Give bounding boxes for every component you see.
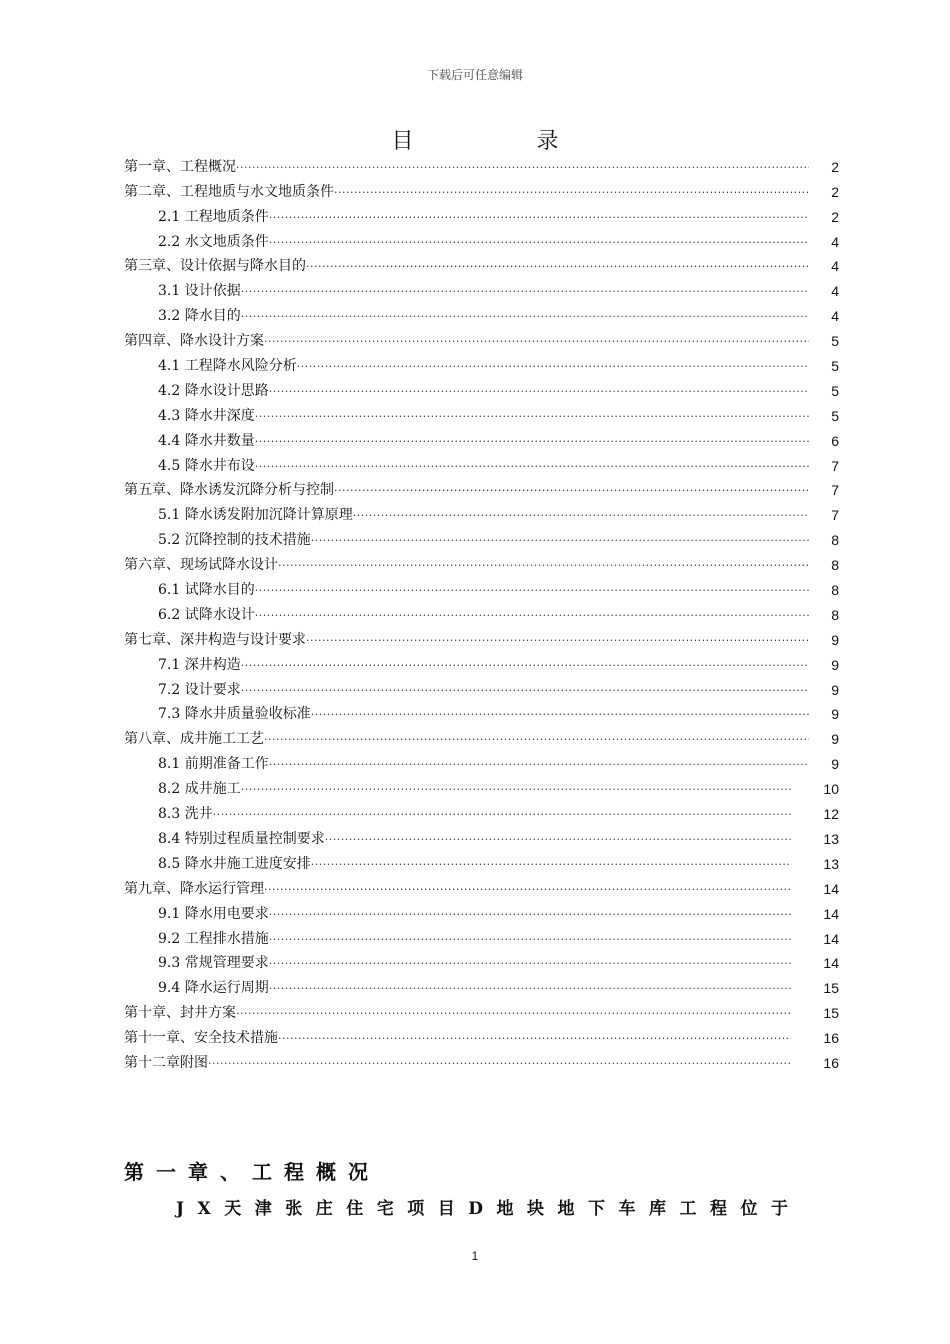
toc-entry-page: 7 bbox=[831, 457, 839, 474]
toc-entry-title: 6.1 试降水目的 bbox=[158, 582, 255, 599]
toc-entry-page: 9 bbox=[831, 656, 839, 673]
toc-entry-page: 8 bbox=[831, 582, 839, 599]
toc-entry-page: 13 bbox=[823, 830, 839, 847]
toc-entry-title: 第九章、降水运行管理 bbox=[124, 880, 264, 897]
toc-entry[interactable] bbox=[124, 498, 839, 523]
toc-entry-page: 9 bbox=[831, 631, 839, 648]
toc-entry-page: 4 bbox=[831, 283, 839, 300]
toc-entry[interactable] bbox=[124, 996, 839, 1021]
toc-entry-title: 8.3 洗井 bbox=[158, 806, 213, 823]
toc-entry[interactable] bbox=[124, 424, 839, 449]
toc-entry-title: 9.3 常规管理要求 bbox=[158, 955, 269, 972]
toc-leader-dots bbox=[269, 754, 809, 770]
toc-entry-page: 12 bbox=[823, 806, 839, 823]
toc-leader-dots bbox=[255, 605, 809, 621]
toc-leader-dots bbox=[264, 729, 809, 745]
toc-leader-dots bbox=[353, 505, 809, 521]
toc-entry-page: 6 bbox=[831, 432, 839, 449]
toc-entry[interactable] bbox=[124, 573, 839, 598]
toc-entry[interactable] bbox=[124, 449, 839, 474]
toc-leader-dots bbox=[278, 1028, 791, 1044]
toc-entry-page: 7 bbox=[831, 507, 839, 524]
toc-entry[interactable] bbox=[124, 623, 839, 648]
toc-leader-dots bbox=[264, 331, 809, 347]
toc-entry-title: 第七章、深井构造与设计要求 bbox=[124, 631, 306, 648]
toc-entry-title: 2.2 水文地质条件 bbox=[158, 233, 269, 250]
toc-entry[interactable] bbox=[124, 548, 839, 573]
toc-leader-dots bbox=[297, 356, 809, 372]
toc-entry[interactable] bbox=[124, 175, 839, 200]
toc-entry-title: 第五章、降水诱发沉降分析与控制 bbox=[124, 482, 334, 499]
toc-entry-page: 2 bbox=[831, 183, 839, 200]
toc-entry-page: 5 bbox=[831, 333, 839, 350]
toc-entry[interactable] bbox=[124, 847, 839, 872]
toc-entry-title: 4.2 降水设计思路 bbox=[158, 382, 269, 399]
toc-entry-page: 9 bbox=[831, 756, 839, 773]
toc-entry[interactable] bbox=[124, 150, 839, 175]
toc-entry-page: 5 bbox=[831, 358, 839, 375]
toc-entry[interactable] bbox=[124, 797, 839, 822]
toc-entry-title: 2.1 工程地质条件 bbox=[158, 208, 269, 225]
toc-leader-dots bbox=[306, 630, 809, 646]
toc-leader-dots bbox=[255, 431, 809, 447]
toc-entry-page: 10 bbox=[823, 781, 839, 798]
toc-entry[interactable] bbox=[124, 299, 839, 324]
toc-entry[interactable] bbox=[124, 274, 839, 299]
toc-leader-dots bbox=[255, 406, 809, 422]
toc-entry-page: 5 bbox=[831, 382, 839, 399]
toc-entry-title: 第十一章、安全技术措施 bbox=[124, 1030, 278, 1047]
toc-entry[interactable] bbox=[124, 324, 839, 349]
toc-leader-dots bbox=[269, 207, 809, 223]
toc-leader-dots bbox=[236, 157, 809, 173]
toc-leader-dots bbox=[334, 480, 809, 496]
toc-entry-title: 4.5 降水井布设 bbox=[158, 457, 255, 474]
toc-entry-title: 9.2 工程排水措施 bbox=[158, 930, 269, 947]
toc-entry-title: 9.4 降水运行周期 bbox=[158, 980, 269, 997]
toc-entry[interactable] bbox=[124, 1021, 839, 1046]
toc-entry-title: 8.4 特别过程质量控制要求 bbox=[158, 830, 325, 847]
toc-entry[interactable] bbox=[124, 225, 839, 250]
toc-leader-dots bbox=[311, 854, 791, 870]
toc-title: 目 录 bbox=[391, 129, 617, 154]
toc-entry-title: 第十章、封井方案 bbox=[124, 1005, 236, 1022]
toc-entry-title: 第三章、设计依据与降水目的 bbox=[124, 258, 306, 275]
toc-entry-title: 4.1 工程降水风险分析 bbox=[158, 358, 297, 375]
toc-leader-dots bbox=[334, 182, 809, 198]
toc-leader-dots bbox=[208, 1053, 791, 1069]
toc-leader-dots bbox=[269, 904, 791, 920]
toc-entry[interactable] bbox=[124, 698, 839, 723]
toc-entry-page: 14 bbox=[823, 955, 839, 972]
toc-entry[interactable] bbox=[124, 722, 839, 747]
toc-entry-page: 13 bbox=[823, 855, 839, 872]
toc-leader-dots bbox=[269, 381, 809, 397]
toc-leader-dots bbox=[311, 530, 809, 546]
toc-entry[interactable] bbox=[124, 648, 839, 673]
toc-entry-page: 16 bbox=[823, 1030, 839, 1047]
toc-leader-dots bbox=[278, 555, 809, 571]
toc-leader-dots bbox=[255, 456, 809, 472]
toc-entry-title: 第十二章附图 bbox=[124, 1054, 208, 1071]
toc-leader-dots bbox=[269, 929, 791, 945]
toc-entry[interactable] bbox=[124, 374, 839, 399]
toc-entry-title: 5.2 沉降控制的技术措施 bbox=[158, 532, 311, 549]
toc-entry-page: 15 bbox=[823, 980, 839, 997]
toc-entry-title: 8.2 成井施工 bbox=[158, 781, 241, 798]
toc-entry-title: 8.1 前期准备工作 bbox=[158, 756, 269, 773]
toc-entry-title: 第四章、降水设计方案 bbox=[124, 333, 264, 350]
chapter-heading: 第一章、工程概况 bbox=[124, 1160, 380, 1184]
toc-entry-page: 8 bbox=[831, 606, 839, 623]
toc-entry-page: 15 bbox=[823, 1005, 839, 1022]
toc-entry-title: 8.5 降水井施工进度安排 bbox=[158, 855, 311, 872]
toc-entry-page: 4 bbox=[831, 233, 839, 250]
toc-entry-page: 5 bbox=[831, 407, 839, 424]
toc-entry[interactable] bbox=[124, 598, 839, 623]
toc-entry-title: 3.1 设计依据 bbox=[158, 283, 241, 300]
toc-entry[interactable] bbox=[124, 349, 839, 374]
toc-leader-dots bbox=[241, 306, 809, 322]
toc-leader-dots bbox=[311, 704, 809, 720]
toc-entry-page: 14 bbox=[823, 905, 839, 922]
toc-leader-dots bbox=[241, 779, 791, 795]
toc-entry-page: 2 bbox=[831, 158, 839, 175]
toc-entry[interactable] bbox=[124, 1046, 839, 1071]
toc-entry[interactable] bbox=[124, 822, 839, 847]
toc-entry-page: 8 bbox=[831, 532, 839, 549]
toc-entry-title: 第八章、成井施工工艺 bbox=[124, 731, 264, 748]
toc-leader-dots bbox=[213, 804, 791, 820]
toc-entry[interactable] bbox=[124, 897, 839, 922]
toc-entry[interactable] bbox=[124, 947, 839, 972]
toc-leader-dots bbox=[264, 879, 791, 895]
toc-entry-title: 6.2 试降水设计 bbox=[158, 606, 255, 623]
toc-entry[interactable] bbox=[124, 747, 839, 772]
toc-leader-dots bbox=[269, 953, 791, 969]
toc-entry-title: 5.1 降水诱发附加沉降计算原理 bbox=[158, 507, 353, 524]
toc-entry[interactable] bbox=[124, 971, 839, 996]
page-number: 1 bbox=[471, 1249, 479, 1263]
toc-entry-title: 第六章、现场试降水设计 bbox=[124, 557, 278, 574]
toc-entry[interactable] bbox=[124, 474, 839, 499]
header-note: 下载后可任意编辑 bbox=[426, 68, 523, 82]
toc-entry-page: 14 bbox=[823, 880, 839, 897]
toc-entry-title: 4.4 降水井数量 bbox=[158, 432, 255, 449]
toc-entry-page: 9 bbox=[831, 681, 839, 698]
toc-entry[interactable] bbox=[124, 772, 839, 797]
toc-entry-title: 7.1 深井构造 bbox=[158, 656, 241, 673]
toc-entry-page: 16 bbox=[823, 1054, 839, 1071]
toc-entry[interactable] bbox=[124, 200, 839, 225]
toc-entry-page: 4 bbox=[831, 258, 839, 275]
toc-leader-dots bbox=[269, 978, 791, 994]
toc-entry[interactable] bbox=[124, 922, 839, 947]
toc-leader-dots bbox=[241, 655, 809, 671]
toc-leader-dots bbox=[236, 1003, 791, 1019]
toc-entry[interactable] bbox=[124, 399, 839, 424]
toc-leader-dots bbox=[241, 680, 809, 696]
toc-entry-page: 7 bbox=[831, 482, 839, 499]
toc-entry-page: 9 bbox=[831, 706, 839, 723]
toc-entry-page: 4 bbox=[831, 308, 839, 325]
first-paragraph: JX天津张庄住宅项目D地块地下车库工程位于 bbox=[176, 1199, 802, 1219]
toc-leader-dots bbox=[306, 256, 809, 272]
toc-entry[interactable] bbox=[124, 523, 839, 548]
toc-entry-page: 8 bbox=[831, 557, 839, 574]
toc-entry-page: 14 bbox=[823, 930, 839, 947]
toc-entry-title: 7.3 降水井质量验收标准 bbox=[158, 706, 311, 723]
table-of-contents bbox=[124, 150, 839, 1071]
toc-entry-title: 第一章、工程概况 bbox=[124, 158, 236, 175]
toc-entry-title: 3.2 降水目的 bbox=[158, 308, 241, 325]
toc-entry-page: 9 bbox=[831, 731, 839, 748]
toc-entry-page: 2 bbox=[831, 208, 839, 225]
toc-entry[interactable] bbox=[124, 673, 839, 698]
toc-entry[interactable] bbox=[124, 872, 839, 897]
toc-entry-title: 4.3 降水井深度 bbox=[158, 407, 255, 424]
toc-entry-title: 9.1 降水用电要求 bbox=[158, 905, 269, 922]
toc-entry[interactable] bbox=[124, 250, 839, 275]
toc-entry-title: 7.2 设计要求 bbox=[158, 681, 241, 698]
toc-leader-dots bbox=[241, 281, 809, 297]
toc-leader-dots bbox=[325, 829, 791, 845]
toc-leader-dots bbox=[269, 232, 809, 248]
toc-leader-dots bbox=[255, 580, 809, 596]
toc-entry-title: 第二章、工程地质与水文地质条件 bbox=[124, 183, 334, 200]
